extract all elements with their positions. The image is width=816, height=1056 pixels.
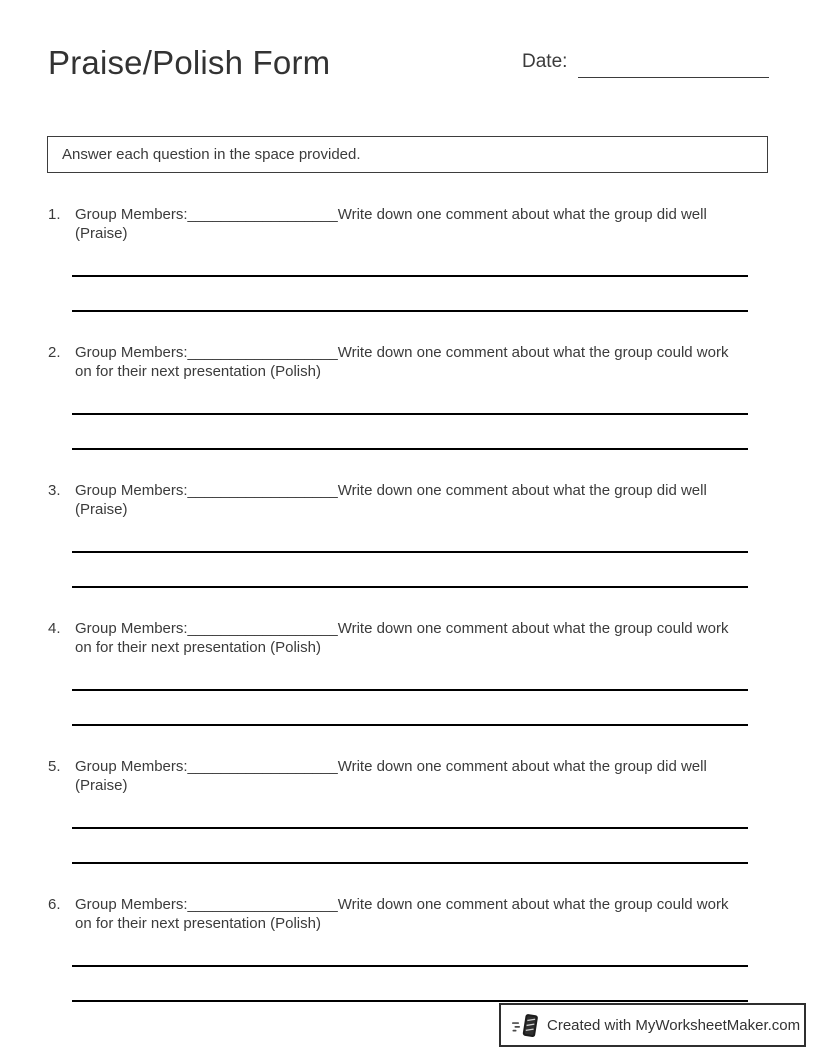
answer-line[interactable] (72, 862, 748, 864)
question-item-5 (48, 757, 768, 895)
question-text: Group Members:__________________Write down one comment about what the group did well (Praise) (75, 758, 707, 794)
answer-line[interactable] (72, 448, 748, 450)
question-item-4 (48, 619, 768, 757)
page-title: Praise/Polish Form (48, 44, 331, 81)
question-number: 3. (48, 482, 61, 499)
question-item-1 (48, 205, 768, 343)
worksheet-maker-credit-badge[interactable] (499, 1003, 806, 1047)
date-label: Date: (522, 51, 568, 72)
question-item-2 (48, 343, 768, 481)
question-number: 4. (48, 620, 61, 637)
credit-text: Created with MyWorksheetMaker.com (547, 1016, 801, 1034)
question-number: 2. (48, 344, 61, 361)
date-fill-in-line[interactable] (578, 77, 769, 78)
question-text: Group Members:__________________Write down one comment about what the group could work on for their next presentation (Polish) (75, 620, 729, 656)
question-text: Group Members:__________________Write down one comment about what the group did well (Praise) (75, 206, 707, 242)
answer-line[interactable] (72, 310, 748, 312)
answer-line[interactable] (72, 689, 748, 691)
question-text: Group Members:__________________Write down one comment about what the group did well (Praise) (75, 482, 707, 518)
question-number: 1. (48, 206, 61, 223)
answer-line[interactable] (72, 1000, 748, 1002)
answer-line[interactable] (72, 586, 748, 588)
answer-line[interactable] (72, 724, 748, 726)
instructions-text: Answer each question in the space provided. (62, 146, 361, 163)
question-number: 5. (48, 758, 61, 775)
question-text: Group Members:__________________Write down one comment about what the group could work on for their next presentation (Polish) (75, 896, 729, 932)
question-list (48, 205, 768, 1033)
answer-line[interactable] (72, 275, 748, 277)
answer-line[interactable] (72, 551, 748, 553)
question-number: 6. (48, 896, 61, 913)
question-text: Group Members:__________________Write down one comment about what the group could work on for their next presentation (Polish) (75, 344, 729, 380)
question-item-3 (48, 481, 768, 619)
answer-line[interactable] (72, 413, 748, 415)
worksheet-maker-logo-icon (511, 1010, 539, 1040)
instructions-box (47, 136, 768, 173)
answer-line[interactable] (72, 965, 748, 967)
answer-line[interactable] (72, 827, 748, 829)
